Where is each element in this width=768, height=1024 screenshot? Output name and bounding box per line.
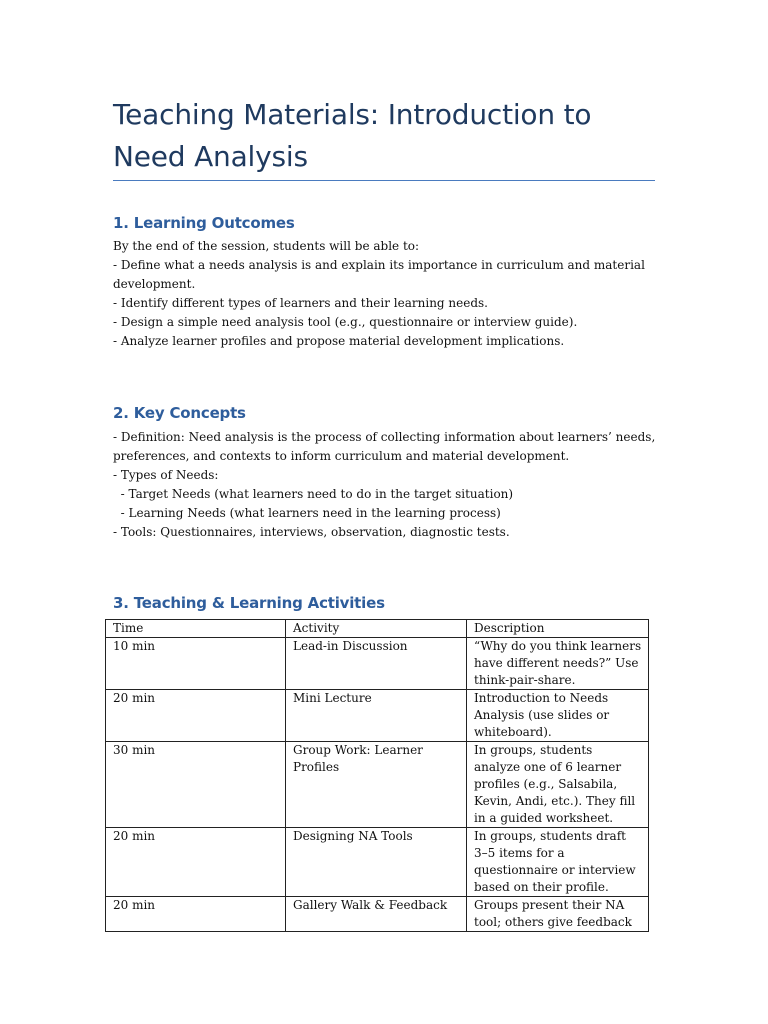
header-description: Description — [467, 620, 649, 638]
concept-line: - Learning Needs (what learners need in the learning process) — [113, 506, 501, 520]
table-row — [106, 828, 649, 897]
key-concepts-body — [113, 428, 658, 542]
heading-activities: 3. Teaching & Learning Activities — [113, 594, 385, 612]
outcome-line: - Define what a needs analysis is and explain its importance in curriculum and material development. — [113, 258, 649, 291]
activities-table — [105, 619, 649, 932]
cell-description: “Why do you think learners have different needs?” Use think-pair-share. — [467, 638, 649, 690]
cell-activity: Lead-in Discussion — [286, 638, 467, 690]
table-row — [106, 638, 649, 690]
cell-time: 20 min — [106, 897, 286, 932]
cell-activity: Mini Lecture — [286, 690, 467, 742]
outcome-line: - Identify different types of learners and their learning needs. — [113, 296, 488, 310]
document-title: Teaching Materials: Introduction to Need Analysis — [113, 98, 592, 173]
cell-time: 10 min — [106, 638, 286, 690]
outcome-line: - Analyze learner profiles and propose material development implications. — [113, 334, 565, 348]
header-time: Time — [106, 620, 286, 638]
concept-line: - Definition: Need analysis is the process of collecting information about learners’ needs, preferences, and contexts to inform curriculum and material development. — [113, 430, 660, 463]
table-row — [106, 897, 649, 932]
cell-description: In groups, students analyze one of 6 learner profiles (e.g., Salsabila, Kevin, Andi, etc.). They fill in a guided worksheet. — [467, 742, 649, 828]
table-header-row — [106, 620, 649, 638]
table-row — [106, 690, 649, 742]
cell-time: 20 min — [106, 828, 286, 897]
heading-learning-outcomes: 1. Learning Outcomes — [113, 214, 295, 232]
heading-key-concepts: 2. Key Concepts — [113, 404, 246, 422]
concept-line: - Types of Needs: — [113, 468, 219, 482]
outcome-line: - Design a simple need analysis tool (e.g., questionnaire or interview guide). — [113, 315, 578, 329]
learning-outcomes-body — [113, 237, 658, 351]
cell-description: In groups, students draft 3–5 items for a questionnaire or interview based on their profile. — [467, 828, 649, 897]
cell-description: Groups present their NA tool; others give feedback — [467, 897, 649, 932]
concept-line: - Tools: Questionnaires, interviews, observation, diagnostic tests. — [113, 525, 510, 539]
cell-description: Introduction to Needs Analysis (use slides or whiteboard). — [467, 690, 649, 742]
concept-line: - Target Needs (what learners need to do in the target situation) — [113, 487, 514, 501]
cell-time: 30 min — [106, 742, 286, 828]
cell-activity: Designing NA Tools — [286, 828, 467, 897]
outcome-line: By the end of the session, students will be able to: — [113, 239, 420, 253]
table-row — [106, 742, 649, 828]
cell-activity: Group Work: Learner Profiles — [286, 742, 467, 828]
cell-time: 20 min — [106, 690, 286, 742]
header-activity: Activity — [286, 620, 467, 638]
cell-activity: Gallery Walk & Feedback — [286, 897, 467, 932]
title-divider — [113, 180, 655, 181]
